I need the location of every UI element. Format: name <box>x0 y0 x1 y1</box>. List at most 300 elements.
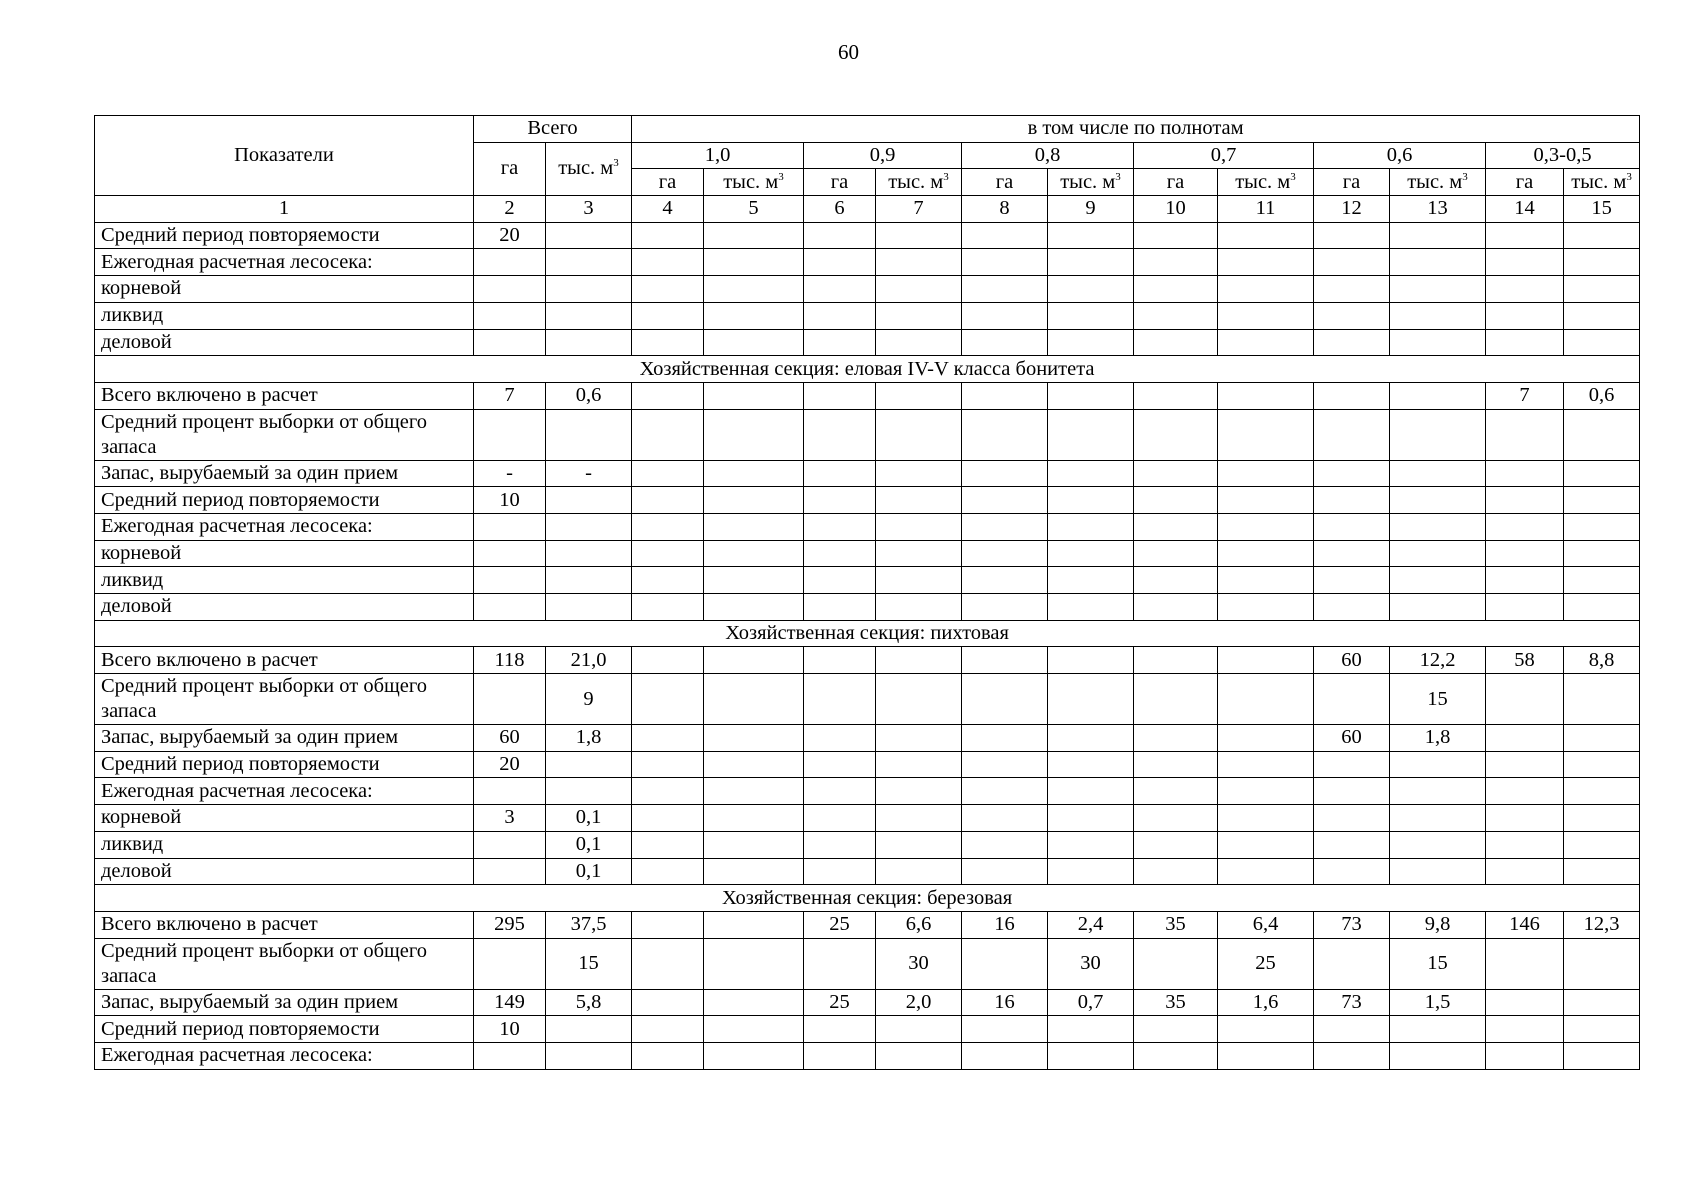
table-cell <box>876 647 962 674</box>
table-cell <box>474 831 546 858</box>
table-row <box>95 249 1640 276</box>
table-cell: 6,4 <box>1218 911 1314 938</box>
column-number: 8 <box>962 196 1048 223</box>
table-cell <box>804 487 876 514</box>
table-cell <box>962 276 1048 303</box>
table-cell <box>876 1016 962 1043</box>
table-cell <box>546 1042 632 1069</box>
table-cell <box>632 594 704 621</box>
table-cell <box>804 382 876 409</box>
table-cell <box>962 249 1048 276</box>
table-cell <box>1486 831 1564 858</box>
row-label: Средний период повторяемости <box>95 1016 474 1043</box>
table-cell <box>1048 409 1134 460</box>
table-cell <box>962 831 1048 858</box>
table-row <box>95 938 1640 989</box>
table-cell <box>962 858 1048 885</box>
table-cell <box>962 938 1048 989</box>
table-cell <box>1048 1042 1134 1069</box>
table-cell: 60 <box>1314 647 1390 674</box>
table-cell: 30 <box>1048 938 1134 989</box>
table-cell <box>704 778 804 805</box>
table-cell: 6,6 <box>876 911 962 938</box>
table-cell <box>704 276 804 303</box>
table-cell <box>1048 674 1134 725</box>
table-cell <box>632 567 704 594</box>
table-cell <box>962 751 1048 778</box>
header-density: 1,0 <box>632 142 804 169</box>
table-cell <box>1564 409 1640 460</box>
table-cell <box>1314 1042 1390 1069</box>
table-cell <box>804 409 876 460</box>
table-cell <box>546 487 632 514</box>
table-cell: 1,8 <box>1390 725 1486 752</box>
table-cell <box>1048 778 1134 805</box>
table-cell <box>804 302 876 329</box>
table-cell <box>632 329 704 356</box>
table-cell <box>1390 460 1486 487</box>
table-cell: 10 <box>474 1016 546 1043</box>
table-cell <box>1218 567 1314 594</box>
table-cell <box>876 1042 962 1069</box>
table-cell <box>474 540 546 567</box>
table-cell <box>876 222 962 249</box>
table-cell <box>876 725 962 752</box>
table-cell <box>474 778 546 805</box>
table-cell <box>474 276 546 303</box>
table-cell <box>632 382 704 409</box>
table-cell <box>962 805 1048 832</box>
table-cell <box>1390 487 1486 514</box>
table-cell <box>1390 513 1486 540</box>
table-cell <box>474 567 546 594</box>
table-cell: 20 <box>474 222 546 249</box>
table-cell <box>804 674 876 725</box>
section-row <box>95 356 1640 383</box>
table-cell: 0,1 <box>546 858 632 885</box>
table-cell <box>1048 751 1134 778</box>
table-row <box>95 513 1640 540</box>
table-cell <box>1314 409 1390 460</box>
table-cell <box>1390 831 1486 858</box>
table-cell <box>704 831 804 858</box>
table-cell <box>546 778 632 805</box>
table-cell <box>546 751 632 778</box>
table-cell <box>1486 249 1564 276</box>
table-cell <box>474 302 546 329</box>
table-cell <box>1486 989 1564 1016</box>
table-cell <box>1564 487 1640 514</box>
table-cell <box>1134 805 1218 832</box>
table-cell <box>1134 302 1218 329</box>
header-density: 0,7 <box>1134 142 1314 169</box>
table-row <box>95 911 1640 938</box>
table-cell <box>962 513 1048 540</box>
table-cell <box>546 567 632 594</box>
table-row <box>95 674 1640 725</box>
table-cell <box>1048 276 1134 303</box>
table-cell <box>546 513 632 540</box>
table-cell <box>1218 1042 1314 1069</box>
table-cell <box>1564 594 1640 621</box>
table-cell <box>1564 751 1640 778</box>
table-cell <box>876 487 962 514</box>
table-row <box>95 778 1640 805</box>
table-cell <box>546 249 632 276</box>
table-cell <box>632 911 704 938</box>
header-density: 0,8 <box>962 142 1134 169</box>
table-cell <box>1218 674 1314 725</box>
table-cell <box>1564 222 1640 249</box>
row-label: Средний период повторяемости <box>95 222 474 249</box>
table-cell <box>1048 567 1134 594</box>
table-row <box>95 805 1640 832</box>
table-cell <box>1048 382 1134 409</box>
table-cell <box>962 460 1048 487</box>
table-cell <box>704 409 804 460</box>
table-cell <box>876 594 962 621</box>
table-cell <box>1218 1016 1314 1043</box>
row-label: Средний процент выборки от общего запаса <box>95 409 474 460</box>
header-density: 0,3-0,5 <box>1486 142 1640 169</box>
table-cell <box>1134 329 1218 356</box>
table-cell: - <box>474 460 546 487</box>
table-cell: 60 <box>474 725 546 752</box>
table-cell <box>1390 858 1486 885</box>
table-cell <box>704 513 804 540</box>
table-row <box>95 725 1640 752</box>
table-cell <box>1564 831 1640 858</box>
table-cell <box>704 329 804 356</box>
table-cell: 35 <box>1134 911 1218 938</box>
table-cell <box>1314 831 1390 858</box>
table-cell <box>546 329 632 356</box>
table-cell <box>1134 674 1218 725</box>
column-number: 4 <box>632 196 704 223</box>
table-cell: 5,8 <box>546 989 632 1016</box>
header-ha: га <box>1486 169 1564 196</box>
table-cell: 1,8 <box>546 725 632 752</box>
table-cell: 0,1 <box>546 831 632 858</box>
table-cell <box>704 1042 804 1069</box>
table-cell <box>1048 222 1134 249</box>
table-cell <box>1314 329 1390 356</box>
table-cell <box>704 1016 804 1043</box>
table-cell <box>1314 513 1390 540</box>
table-cell <box>1390 329 1486 356</box>
column-number: 2 <box>474 196 546 223</box>
table-cell <box>876 409 962 460</box>
table-cell <box>474 594 546 621</box>
row-label: Средний период повторяемости <box>95 487 474 514</box>
table-cell <box>704 382 804 409</box>
table-cell <box>962 540 1048 567</box>
table-cell: 3 <box>474 805 546 832</box>
table-cell <box>804 1016 876 1043</box>
table-cell <box>1486 1042 1564 1069</box>
table-cell <box>1486 540 1564 567</box>
table-cell <box>962 1042 1048 1069</box>
table-cell <box>474 674 546 725</box>
page-number: 60 <box>838 40 859 64</box>
table-cell <box>804 1042 876 1069</box>
header-density: 0,6 <box>1314 142 1486 169</box>
table-cell <box>1134 778 1218 805</box>
table-cell <box>704 911 804 938</box>
table-cell <box>1564 805 1640 832</box>
table-cell <box>804 938 876 989</box>
table-cell <box>804 249 876 276</box>
table-cell <box>1048 487 1134 514</box>
row-label: Ежегодная расчетная лесосека: <box>95 249 474 276</box>
table-cell <box>1314 674 1390 725</box>
header-vol: тыс. $м^3$ <box>876 169 962 196</box>
table-cell <box>1218 751 1314 778</box>
table-cell <box>962 487 1048 514</box>
table-cell <box>1218 487 1314 514</box>
table-cell <box>876 249 962 276</box>
table-cell: 2,4 <box>1048 911 1134 938</box>
table-cell <box>876 382 962 409</box>
table-cell: 58 <box>1486 647 1564 674</box>
table-cell <box>1314 487 1390 514</box>
table-cell <box>546 302 632 329</box>
table-cell: 15 <box>1390 674 1486 725</box>
table-cell: 0,7 <box>1048 989 1134 1016</box>
column-number: 5 <box>704 196 804 223</box>
table-cell <box>804 751 876 778</box>
row-label: Ежегодная расчетная лесосека: <box>95 1042 474 1069</box>
table-cell: 295 <box>474 911 546 938</box>
table-cell <box>1134 1042 1218 1069</box>
column-number: 14 <box>1486 196 1564 223</box>
table-cell <box>474 249 546 276</box>
table-cell <box>1486 725 1564 752</box>
table-cell <box>1048 302 1134 329</box>
table-cell: 2,0 <box>876 989 962 1016</box>
table-cell <box>1564 540 1640 567</box>
table-cell: 15 <box>1390 938 1486 989</box>
table-cell <box>1314 938 1390 989</box>
table-cell <box>804 276 876 303</box>
section-title: Хозяйственная секция: еловая IV-V класса бонитета <box>95 356 1640 383</box>
table-cell <box>1218 858 1314 885</box>
table-cell: 21,0 <box>546 647 632 674</box>
header-vol: тыс. $м^3$ <box>704 169 804 196</box>
table-cell: 146 <box>1486 911 1564 938</box>
table-cell <box>1390 222 1486 249</box>
table-cell <box>1564 567 1640 594</box>
table-cell <box>632 938 704 989</box>
table-cell <box>1564 302 1640 329</box>
table-cell <box>962 382 1048 409</box>
table-cell: 9 <box>546 674 632 725</box>
table-cell <box>1564 858 1640 885</box>
table-cell <box>632 540 704 567</box>
table-cell: 37,5 <box>546 911 632 938</box>
column-number: 9 <box>1048 196 1134 223</box>
table-cell <box>1390 409 1486 460</box>
header-indicators: Показатели <box>95 116 474 196</box>
table-cell <box>704 805 804 832</box>
table-cell <box>474 1042 546 1069</box>
row-label: деловой <box>95 858 474 885</box>
row-label: Запас, вырубаемый за один прием <box>95 989 474 1016</box>
table-cell <box>1486 487 1564 514</box>
table-row <box>95 409 1640 460</box>
table-cell <box>632 778 704 805</box>
table-cell <box>1134 540 1218 567</box>
header-total-ha: га <box>474 142 546 195</box>
table-cell <box>876 831 962 858</box>
header-ha: га <box>804 169 876 196</box>
table-cell <box>632 1042 704 1069</box>
row-label: Всего включено в расчет <box>95 382 474 409</box>
section-row <box>95 885 1640 912</box>
table-cell <box>1134 249 1218 276</box>
table-cell <box>704 725 804 752</box>
table-cell <box>876 540 962 567</box>
table-cell <box>1486 276 1564 303</box>
table-cell <box>1564 725 1640 752</box>
table-cell <box>962 647 1048 674</box>
table-cell <box>1134 276 1218 303</box>
table-cell <box>1218 778 1314 805</box>
table-row <box>95 460 1640 487</box>
table-cell: 12,3 <box>1564 911 1640 938</box>
table-cell <box>1390 1016 1486 1043</box>
table-cell <box>1390 540 1486 567</box>
table-cell <box>1134 567 1218 594</box>
table-cell <box>632 302 704 329</box>
table-cell <box>1134 751 1218 778</box>
table-cell <box>1218 594 1314 621</box>
table-cell <box>1564 249 1640 276</box>
table-cell: 7 <box>474 382 546 409</box>
table-cell <box>876 567 962 594</box>
table-cell <box>962 302 1048 329</box>
table-cell: 0,6 <box>546 382 632 409</box>
table-cell <box>1390 778 1486 805</box>
table-cell <box>876 858 962 885</box>
table-cell <box>962 409 1048 460</box>
table-cell <box>1218 249 1314 276</box>
table-cell <box>804 329 876 356</box>
table-row <box>95 382 1640 409</box>
row-label: ликвид <box>95 831 474 858</box>
table-cell <box>1314 382 1390 409</box>
table-cell <box>1314 778 1390 805</box>
table-cell <box>1314 1016 1390 1043</box>
table-cell <box>632 1016 704 1043</box>
table-cell <box>962 329 1048 356</box>
table-cell <box>704 858 804 885</box>
table-cell: 16 <box>962 989 1048 1016</box>
table-cell <box>632 725 704 752</box>
table-cell <box>876 302 962 329</box>
table-cell <box>632 276 704 303</box>
column-number: 12 <box>1314 196 1390 223</box>
table-cell: 9,8 <box>1390 911 1486 938</box>
table-cell <box>1564 513 1640 540</box>
row-label: корневой <box>95 805 474 832</box>
row-label: деловой <box>95 329 474 356</box>
table-cell <box>804 460 876 487</box>
table-cell <box>1134 460 1218 487</box>
table-cell: 73 <box>1314 911 1390 938</box>
table-cell <box>1314 302 1390 329</box>
table-cell <box>632 460 704 487</box>
table-cell <box>1048 460 1134 487</box>
table-cell <box>1314 249 1390 276</box>
table-cell <box>1218 276 1314 303</box>
table-cell <box>1390 1042 1486 1069</box>
table-cell: 7 <box>1486 382 1564 409</box>
section-title: Хозяйственная секция: березовая <box>95 885 1640 912</box>
table-cell <box>1486 778 1564 805</box>
table-cell <box>704 487 804 514</box>
table-cell <box>1486 805 1564 832</box>
table-cell <box>1314 540 1390 567</box>
table-cell: 16 <box>962 911 1048 938</box>
table-cell <box>1314 858 1390 885</box>
table-cell <box>962 567 1048 594</box>
table-cell <box>474 938 546 989</box>
header-vol: тыс. $м^3$ <box>1564 169 1640 196</box>
table-cell <box>962 1016 1048 1043</box>
table-cell <box>546 594 632 621</box>
table-row <box>95 594 1640 621</box>
table-cell <box>1564 1042 1640 1069</box>
table-cell <box>1564 276 1640 303</box>
table-cell <box>1134 594 1218 621</box>
table-cell <box>1134 513 1218 540</box>
table-row <box>95 567 1640 594</box>
table-cell <box>474 329 546 356</box>
row-label: Ежегодная расчетная лесосека: <box>95 513 474 540</box>
table-cell <box>474 409 546 460</box>
table-cell <box>1390 276 1486 303</box>
table-cell <box>704 751 804 778</box>
table-cell <box>1564 674 1640 725</box>
table-cell <box>804 540 876 567</box>
table-cell <box>1218 540 1314 567</box>
table-cell <box>804 858 876 885</box>
column-number: 7 <box>876 196 962 223</box>
header-ha: га <box>1134 169 1218 196</box>
header-ha: га <box>962 169 1048 196</box>
table-cell <box>474 858 546 885</box>
row-label: Средний период повторяемости <box>95 751 474 778</box>
row-label: корневой <box>95 540 474 567</box>
table-cell <box>632 989 704 1016</box>
table-cell <box>1218 302 1314 329</box>
table-cell <box>962 778 1048 805</box>
row-label: корневой <box>95 276 474 303</box>
table-cell <box>632 513 704 540</box>
table-cell <box>704 567 804 594</box>
table-cell <box>1486 674 1564 725</box>
table-cell <box>1486 460 1564 487</box>
table-cell <box>804 594 876 621</box>
table-row <box>95 989 1640 1016</box>
table-cell <box>704 540 804 567</box>
header-density: 0,9 <box>804 142 962 169</box>
header-vol: тыс. $м^3$ <box>1048 169 1134 196</box>
table-cell: 12,2 <box>1390 647 1486 674</box>
column-number: 10 <box>1134 196 1218 223</box>
table-cell <box>1134 647 1218 674</box>
